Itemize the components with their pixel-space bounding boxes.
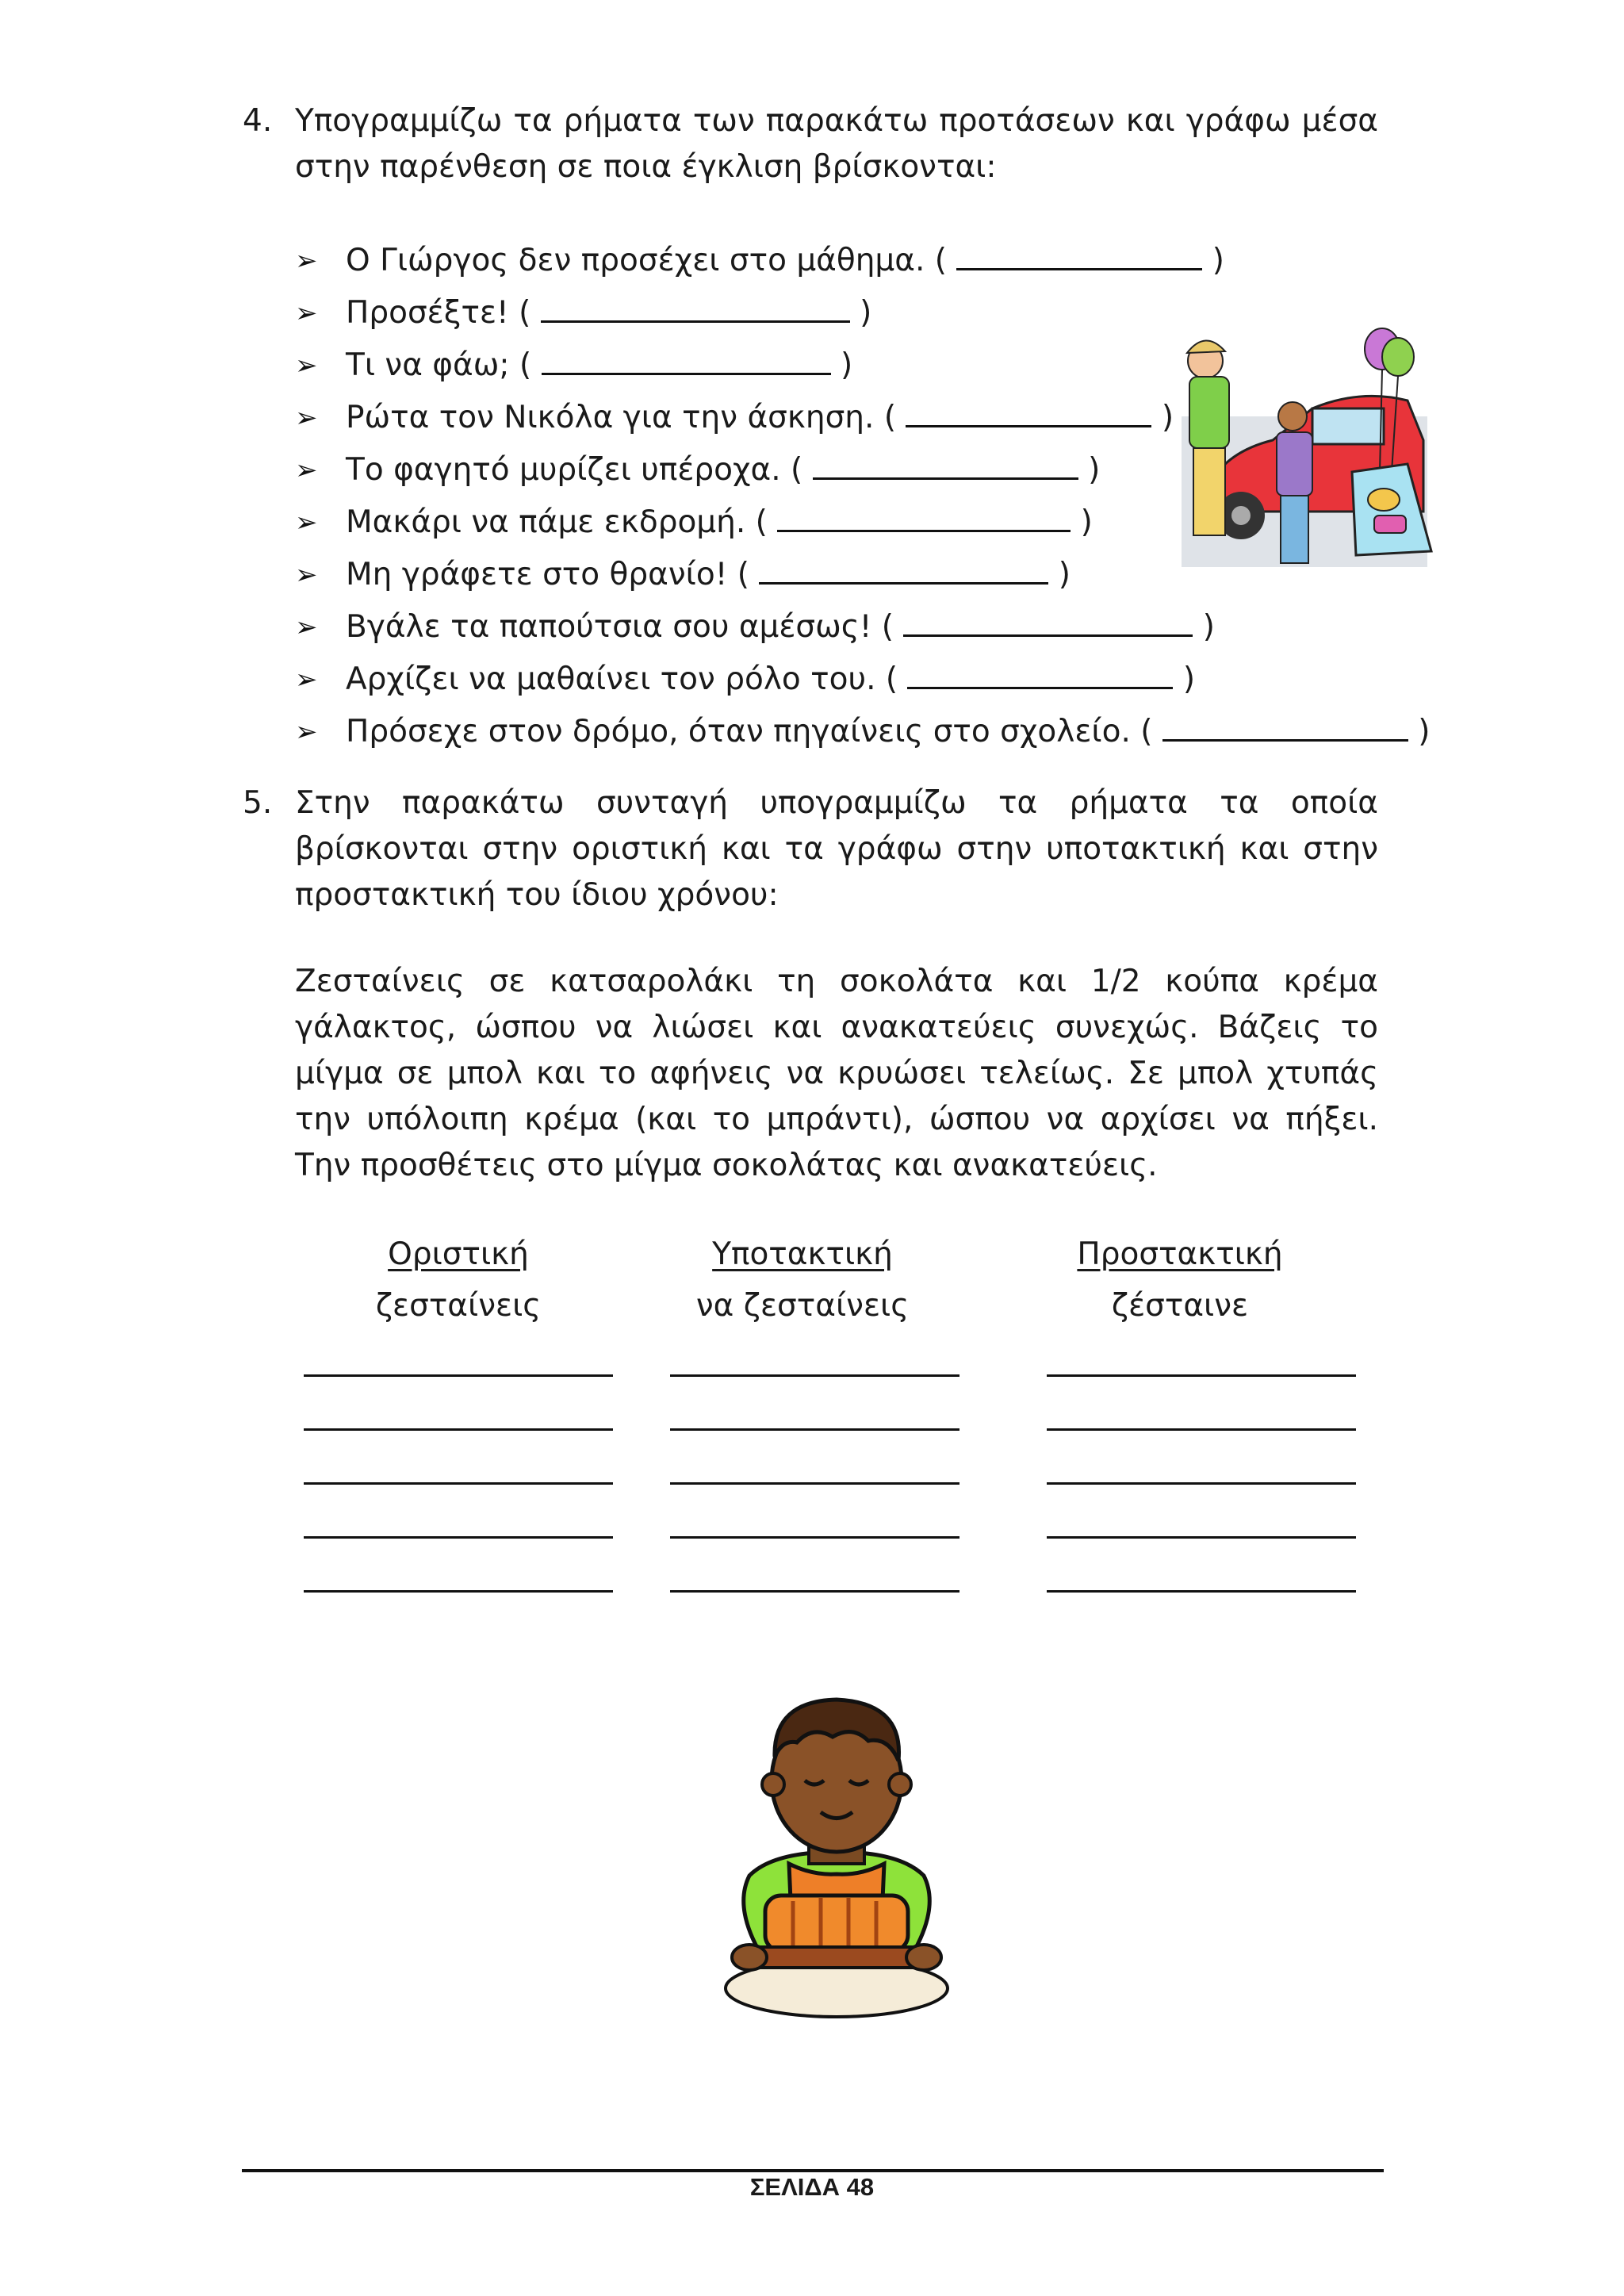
answer-line[interactable] — [304, 1482, 613, 1485]
arrow-bullet-icon: ➢ — [295, 716, 318, 748]
sentence-text: Αρχίζει να μαθαίνει τον ρόλο του. — [346, 661, 876, 697]
arrow-bullet-icon: ➢ — [295, 454, 318, 486]
footer-divider — [242, 2169, 1384, 2172]
answer-line[interactable] — [670, 1428, 959, 1431]
recipe-paragraph: Ζεσταίνεις σε κατσαρολάκι τη σοκολάτα και 1/2 κούπα κρέμα γάλακτος, ώσπου να λιώσει και ανακατεύεις συνεχώς. Βάζεις το μίγμα σε μπολ και το αφήνεις να κρυώσει τελείως. Σε μπολ χτυπάς την υπόλοιπη κρέμα (και το μπράντι), ώσπου να αρχίσει να πήξει. Την προσθέτεις στο μίγμα σοκολάτας και ανακατεύεις. — [295, 964, 1378, 1183]
answer-line[interactable] — [670, 1374, 959, 1377]
question-number: 4. — [243, 103, 273, 139]
arrow-bullet-icon: ➢ — [295, 350, 318, 381]
arrow-bullet-icon: ➢ — [295, 245, 318, 277]
answer-line[interactable] — [1047, 1374, 1356, 1377]
sentence-text: Προσέξτε! — [346, 295, 509, 331]
answer-line[interactable] — [1047, 1482, 1356, 1485]
column-header: Οριστική — [388, 1236, 529, 1272]
baker-boy-illustration — [718, 1693, 956, 2026]
list-item: ➢ Αρχίζει να μαθαίνει τον ρόλο του. ( ) — [295, 654, 1405, 706]
list-item: ➢ Ο Γιώργος δεν προσέχει στο μάθημα. ( ) — [295, 235, 1405, 287]
answer-line[interactable] — [670, 1536, 959, 1539]
answer-blank[interactable] — [541, 297, 850, 323]
list-item: ➢ Βγάλε τα παπούτσια σου αμέσως! ( ) — [295, 601, 1405, 654]
answer-line[interactable] — [304, 1590, 613, 1593]
question-4 — [243, 98, 1378, 190]
answer-blank[interactable] — [777, 506, 1071, 532]
answer-line[interactable] — [304, 1536, 613, 1539]
answer-line[interactable] — [1047, 1536, 1356, 1539]
sentence-text: Ο Γιώργος δεν προσέχει στο μάθημα. — [346, 243, 925, 278]
arrow-bullet-icon: ➢ — [295, 507, 318, 539]
column-oristiki — [300, 1232, 617, 1335]
column-example: ζεσταίνεις — [375, 1288, 542, 1324]
question-text: Υπογραμμίζω τα ρήματα των παρακάτω προτάσεων και γράφω μέσα στην παρένθεση σε ποια έγκλιση βρίσκονται: — [295, 103, 1378, 185]
sentence-text: Πρόσεχε στον δρόμο, όταν πηγαίνεις στο σχολείο. — [346, 714, 1131, 749]
column-header: Προστακτική — [1077, 1236, 1283, 1272]
sentence-text: Ρώτα τον Νικόλα για την άσκηση. — [346, 400, 875, 435]
answer-blank[interactable] — [1162, 715, 1408, 742]
page-number: ΣΕΛΙΔΑ 48 — [749, 2173, 875, 2201]
answer-line[interactable] — [304, 1428, 613, 1431]
arrow-bullet-icon: ➢ — [295, 611, 318, 643]
list-item: ➢ Ρώτα τον Νικόλα για την άσκηση. ( ) — [295, 392, 1405, 444]
answer-line[interactable] — [1047, 1590, 1356, 1593]
arrow-bullet-icon: ➢ — [295, 402, 318, 434]
sentence-text: Μη γράφετε στο θρανίο! — [346, 557, 728, 592]
answer-line[interactable] — [304, 1374, 613, 1377]
answer-blank[interactable] — [907, 663, 1173, 689]
list-item: ➢ Προσέξτε! ( ) — [295, 287, 1405, 339]
answer-blank[interactable] — [903, 611, 1193, 637]
column-example: να ζεσταίνεις — [695, 1288, 910, 1324]
answer-line[interactable] — [670, 1482, 959, 1485]
answer-line[interactable] — [670, 1590, 959, 1593]
answer-blank[interactable] — [759, 558, 1048, 585]
arrow-bullet-icon: ➢ — [295, 559, 318, 591]
sentence-text: Τι να φάω; — [346, 347, 510, 383]
question-number: 5. — [243, 785, 273, 821]
sentence-text: Το φαγητό μυρίζει υπέροχα. — [346, 452, 781, 488]
answer-blank[interactable] — [813, 454, 1078, 480]
list-item: ➢ Μακάρι να πάμε εκδρομή. ( ) — [295, 496, 1405, 549]
sentence-text: Βγάλε τα παπούτσια σου αμέσως! — [346, 609, 872, 645]
column-ypotaktiki — [644, 1232, 961, 1335]
column-prostaktiki — [1021, 1232, 1339, 1335]
column-example: ζέσταινε — [1111, 1288, 1249, 1324]
list-item: ➢ Πρόσεχε στον δρόμο, όταν πηγαίνεις στο σχολείο. ( ) — [295, 706, 1405, 758]
column-header: Υποτακτική — [712, 1236, 893, 1272]
question-text: Στην παρακάτω συνταγή υπογραμμίζω τα ρήματα τα οποία βρίσκονται στην οριστική και τα γράφω στην υποτακτική και στην προστακτική του ίδιου χρόνου: — [295, 785, 1378, 913]
answer-blank[interactable] — [542, 349, 831, 375]
arrow-bullet-icon: ➢ — [295, 297, 318, 329]
list-item: ➢ Το φαγητό μυρίζει υπέροχα. ( ) — [295, 444, 1405, 496]
answer-line[interactable] — [1047, 1428, 1356, 1431]
sentence-text: Μακάρι να πάμε εκδρομή. — [346, 504, 746, 540]
car-wash-illustration — [1178, 313, 1439, 575]
list-item: ➢ Τι να φάω; ( ) — [295, 339, 1405, 392]
answer-blank[interactable] — [956, 244, 1202, 270]
arrow-bullet-icon: ➢ — [295, 664, 318, 696]
answer-blank[interactable] — [906, 401, 1151, 427]
question-5 — [243, 780, 1378, 918]
list-item: ➢ Μη γράφετε στο θρανίο! ( ) — [295, 549, 1405, 601]
